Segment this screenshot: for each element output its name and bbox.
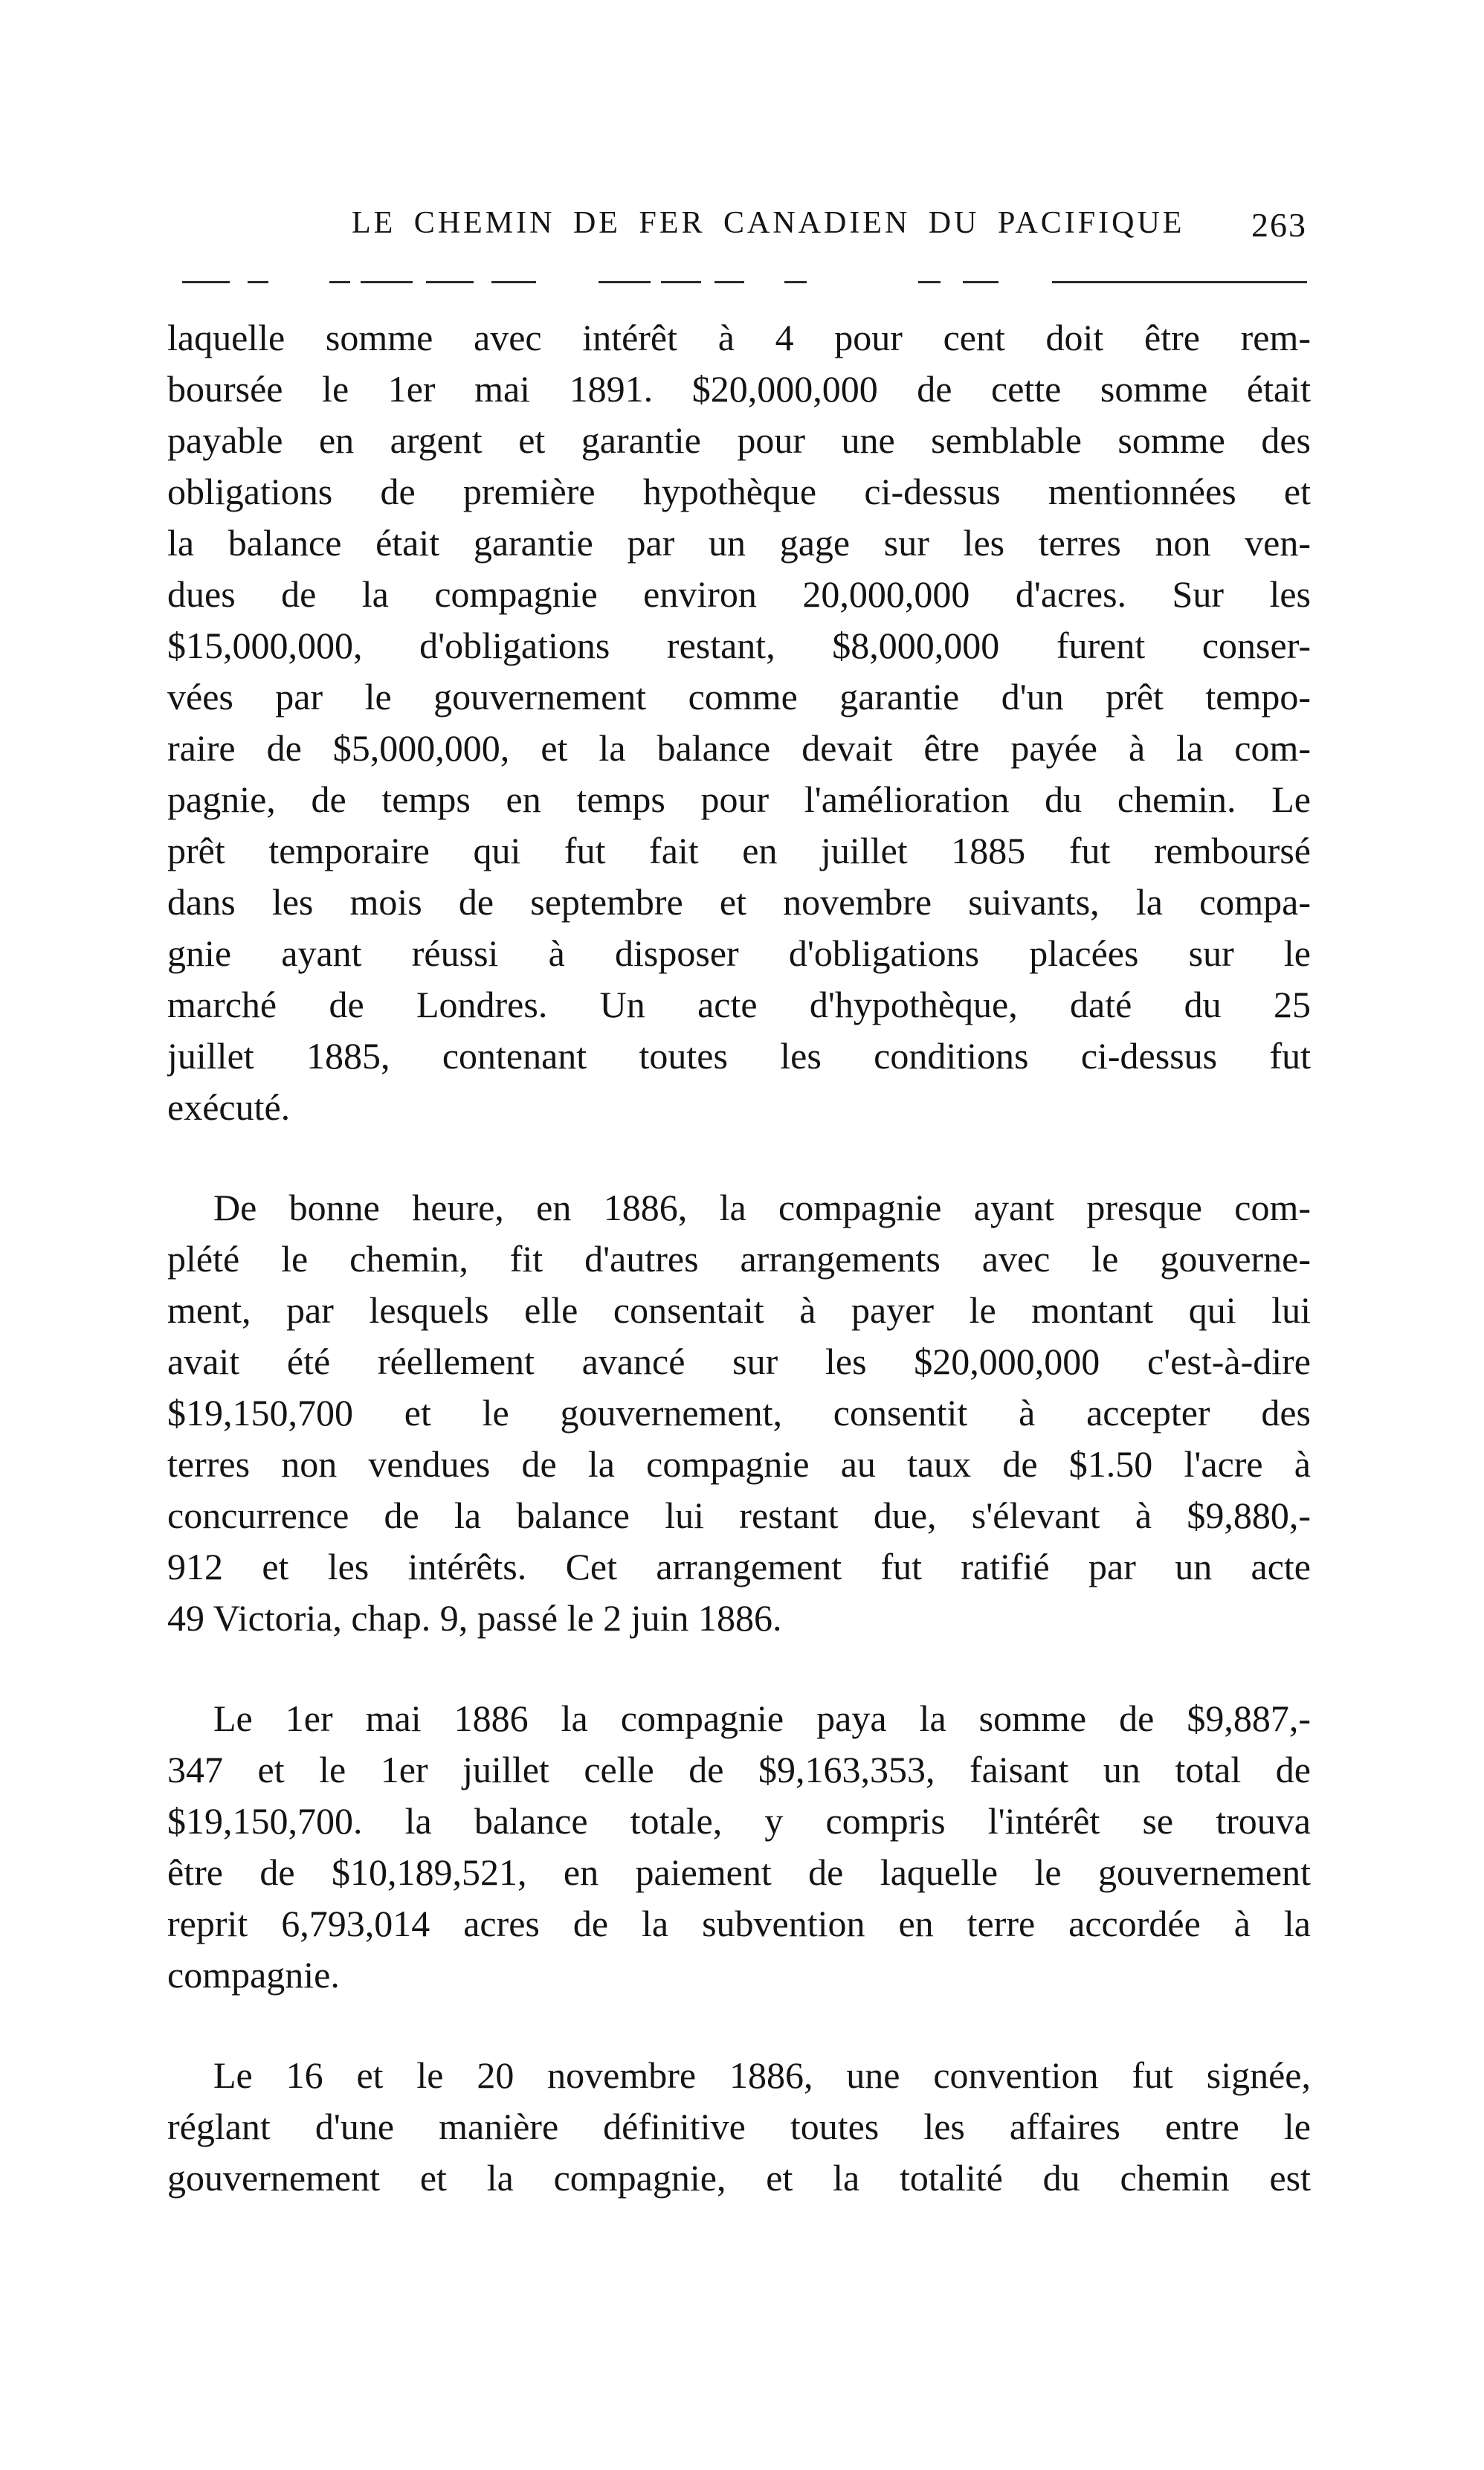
text-line: concurrence de la balance lui restant due, s'élevant à $9,880,- [167,1494,1311,1536]
text-line: réglant d'une manière définitive toutes les affaires entre le [167,2106,1311,2147]
running-head [160,205,1307,257]
text-line: Le 16 et le 20 novembre 1886, une convention fut signée, [213,2054,1311,2096]
text-line: compagnie. [167,1954,340,1996]
text-line: payable en argent et garantie pour une semblable somme des [167,419,1311,461]
paragraph [167,312,1311,1133]
text-line: avait été réellement avancé sur les $20,000,000 c'est-à-dire [167,1341,1311,1382]
text-line: gnie ayant réussi à disposer d'obligations placées sur le [167,932,1311,974]
text-line: prêt temporaire qui fut fait en juillet 1885 fut remboursé [167,830,1311,871]
text-line: $19,150,700 et le gouvernement, consentit à accepter des [167,1392,1311,1434]
text-line: être de $10,189,521, en paiement de laquelle le gouvernement [167,1851,1311,1893]
body-text [167,312,1311,2253]
text-line: gouvernement et la compagnie, et la totalité du chemin est [167,2157,1311,2199]
text-line: 912 et les intérêts. Cet arrangement fut ratifié par un acte [167,1546,1311,1587]
paragraph [167,2050,1311,2204]
running-title: LE CHEMIN DE FER CANADIEN DU PACIFIQUE [352,206,1185,240]
text-line: reprit 6,793,014 acres de la subvention en terre accordée à la [167,1903,1311,1944]
text-line: De bonne heure, en 1886, la compagnie ayant presque com- [213,1187,1311,1228]
text-line: raire de $5,000,000, et la balance devait être payée à la com- [167,727,1311,769]
text-line: laquelle somme avec intérêt à 4 pour cent doit être rem- [167,317,1311,358]
text-line: la balance était garantie par un gage sur les terres non ven- [167,522,1311,564]
text-line: 347 et le 1er juillet celle de $9,163,353, faisant un total de [167,1749,1311,1790]
paragraph [167,1182,1311,1644]
text-line: $15,000,000, d'obligations restant, $8,000,000 furent conser- [167,625,1311,666]
text-line: boursée le 1er mai 1891. $20,000,000 de cette somme était [167,368,1311,410]
paragraph [167,1693,1311,2001]
text-line: juillet 1885, contenant toutes les conditions ci-dessus fut [167,1035,1311,1077]
text-line: vées par le gouvernement comme garantie d'un prêt tempo- [167,676,1311,718]
header-rule [182,281,1307,284]
text-line: dans les mois de septembre et novembre suivants, la compa- [167,881,1311,923]
page-number: 263 [1251,206,1307,244]
text-line: $19,150,700. la balance totale, y compris l'intérêt se trouva [167,1800,1311,1842]
text-line: pagnie, de temps en temps pour l'amélioration du chemin. Le [167,778,1311,820]
text-line: plété le chemin, fit d'autres arrangements avec le gouverne- [167,1238,1311,1280]
text-line: obligations de première hypothèque ci-dessus mentionnées et [167,471,1311,512]
text-line: 49 Victoria, chap. 9, passé le 2 juin 1886. [167,1597,782,1639]
text-line: marché de Londres. Un acte d'hypothèque, daté du 25 [167,984,1311,1025]
text-line: ment, par lesquels elle consentait à payer le montant qui lui [167,1289,1311,1331]
text-line: Le 1er mai 1886 la compagnie paya la somme de $9,887,- [213,1697,1311,1739]
text-line: exécuté. [167,1086,291,1128]
text-line: dues de la compagnie environ 20,000,000 d'acres. Sur les [167,573,1311,615]
text-line: terres non vendues de la compagnie au taux de $1.50 l'acre à [167,1443,1311,1485]
